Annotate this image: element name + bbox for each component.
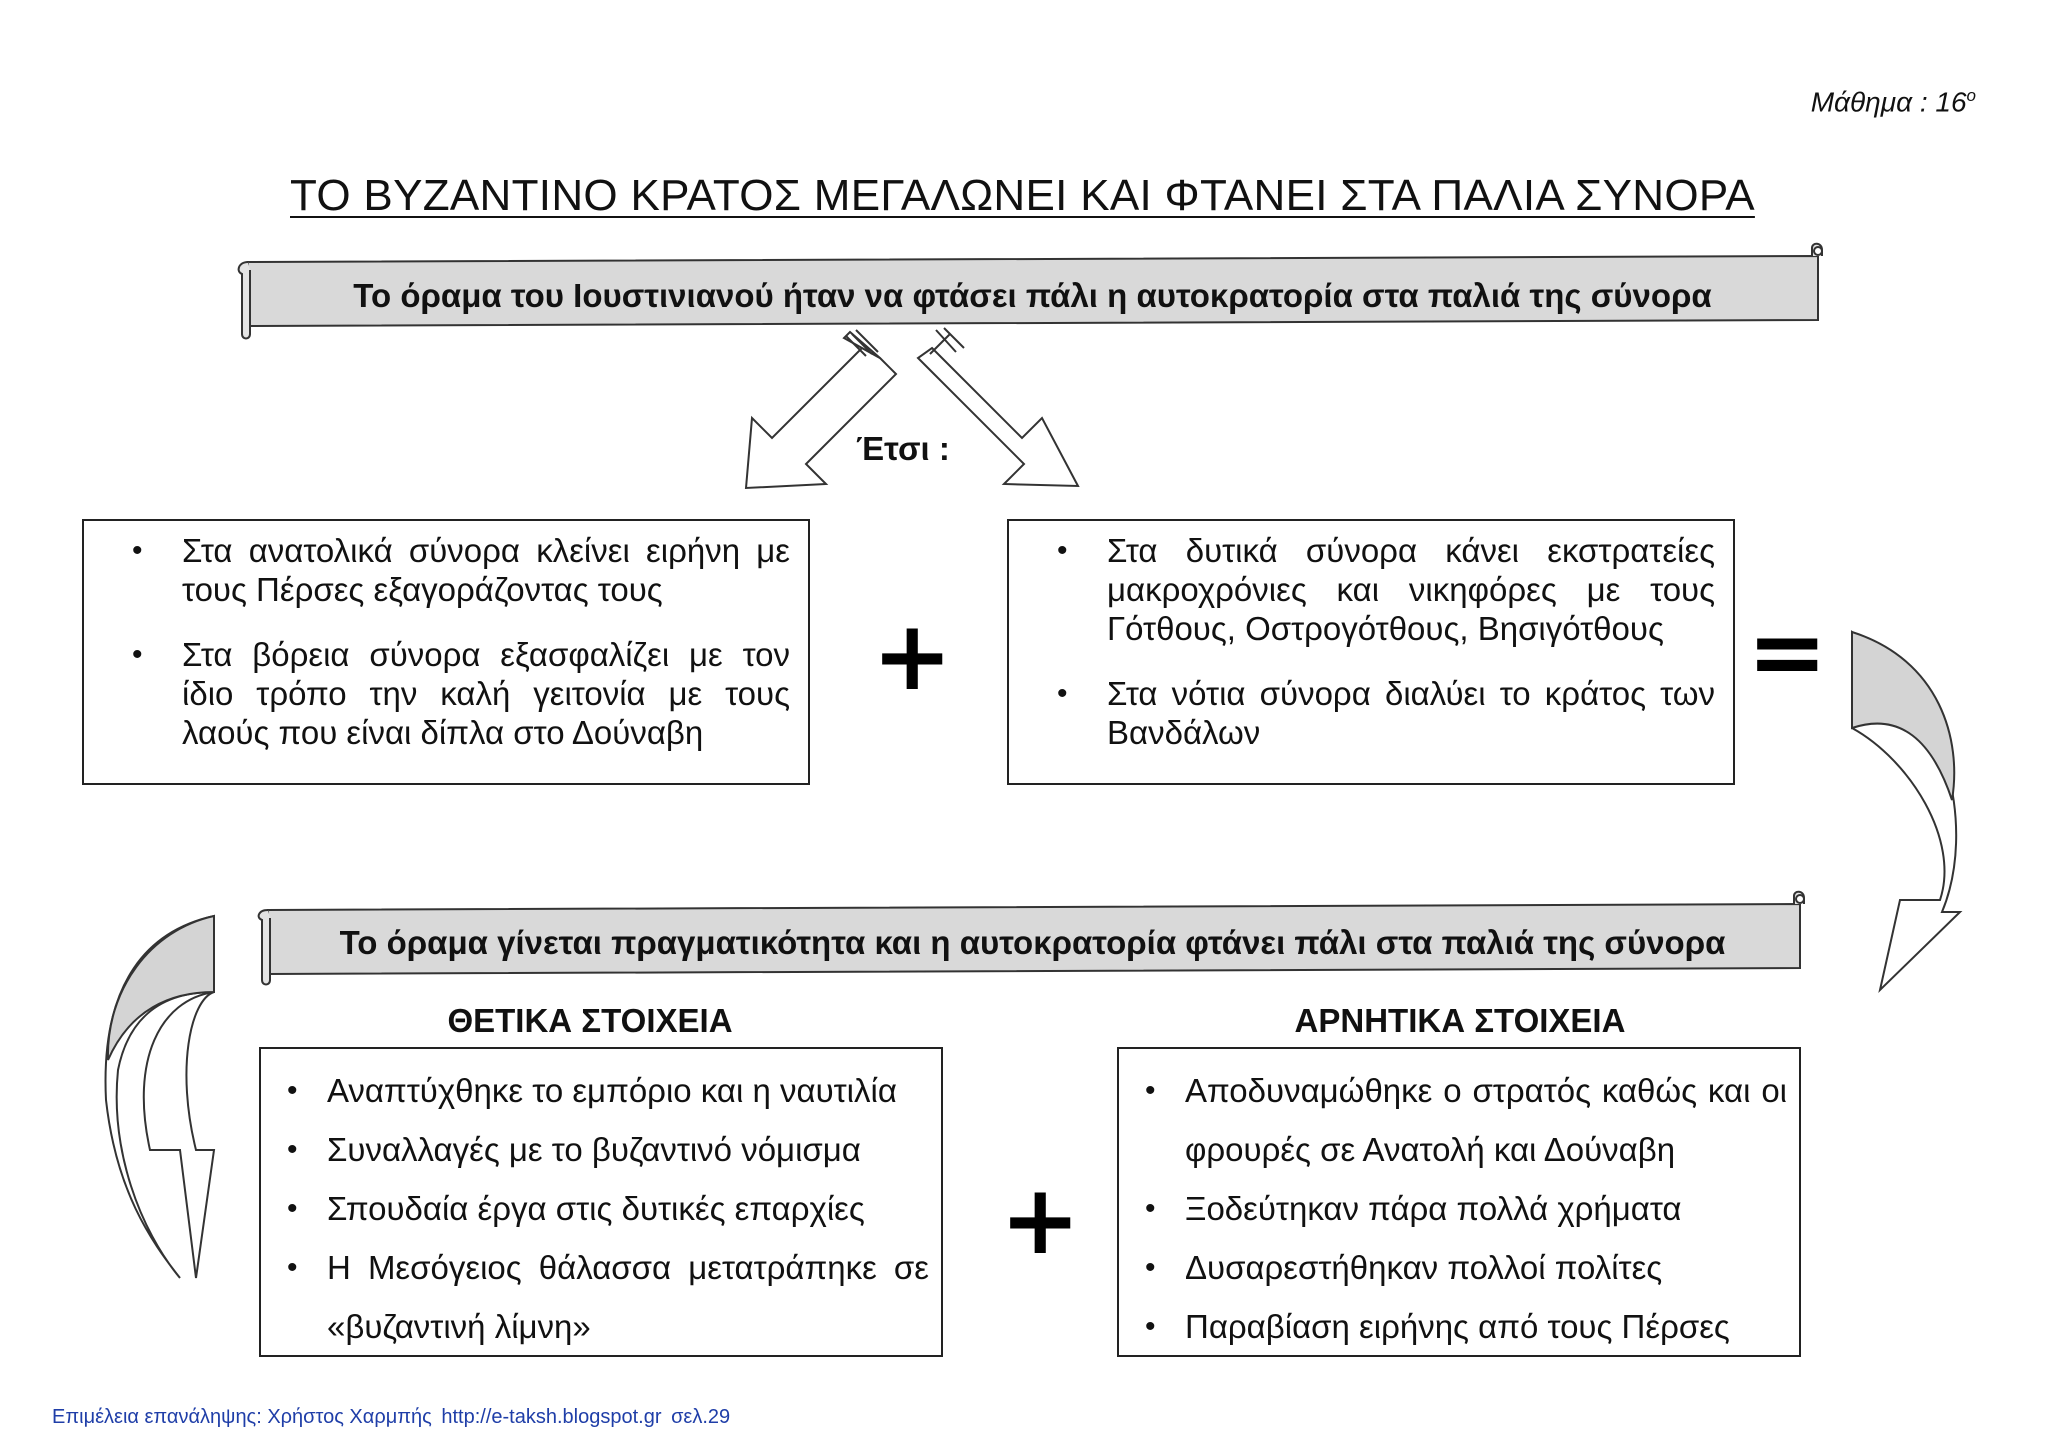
list-item: • Ξοδεύτηκαν πάρα πολλά χρήματα [1127, 1179, 1787, 1238]
list-item: • Στα ανατολικά σύνορα κλείνει ειρήνη με τους Πέρσες εξαγοράζοντας τους [132, 531, 790, 609]
left-curved-arrow-icon [106, 916, 214, 1278]
list-item: • Αποδυναμώθηκε ο στρατός καθώς και οι φρουρές σε Ανατολή και Δούναβη [1127, 1061, 1787, 1179]
plus-operator: + [872, 600, 953, 712]
list-item: • Συναλλαγές με το βυζαντινό νόμισμα [269, 1120, 929, 1179]
footer-credit [52, 1406, 734, 1429]
footer-author: Επιμέλεια επανάληψης: Χρήστος Χαρμπής [52, 1406, 432, 1428]
list-item: • Σπουδαία έργα στις δυτικές επαρχίες [269, 1179, 929, 1238]
top-scroll-text: Το όραμα του Ιουστινιανού ήταν να φτάσει πάλι η αυτοκρατορία στα παλιά της σύνορα [353, 277, 1712, 314]
negative-elements-box [1117, 1047, 1801, 1357]
footer-page: σελ.29 [671, 1406, 731, 1428]
list-item: • Η Μεσόγειος θάλασσα μετατράπηκε σε «βυζαντινή λίμνη» [269, 1238, 929, 1356]
west-south-borders-box [1007, 519, 1735, 785]
list-item: • Δυσαρεστήθηκαν πολλοί πολίτες [1127, 1238, 1787, 1297]
list-item: • Στα βόρεια σύνορα εξασφαλίζει με τον ίδιο τρόπο την καλή γειτονία με τους λαούς που είναι δίπλα στο Δούναβη [132, 635, 790, 752]
positive-elements-box [259, 1047, 943, 1357]
list-item: • Παραβίαση ειρήνης από τους Πέρσες [1127, 1297, 1787, 1356]
right-curved-arrow-icon [1852, 632, 1960, 990]
bottom-scroll-text: Το όραμα γίνεται πραγματικότητα και η αυτοκρατορία φτάνει πάλι στα παλιά της σύνορα [339, 924, 1726, 961]
etsi-label: Έτσι : [856, 430, 950, 467]
list-item: • Αναπτύχθηκε το εμπόριο και η ναυτιλία [269, 1061, 929, 1120]
east-north-borders-box [82, 519, 810, 785]
list-item: • Στα δυτικά σύνορα κάνει εκστρατείες μακροχρόνιες και νικηφόρες με τους Γότθους, Οστρογότθους, Βησιγότθους [1057, 531, 1715, 648]
list-item: • Στα νότια σύνορα διαλύει το κράτος των Βανδάλων [1057, 674, 1715, 752]
lesson-number: Μάθημα : $16^o$ [1810, 86, 1976, 118]
footer-url[interactable]: http://e-taksh.blogspot.gr [441, 1406, 662, 1428]
negative-heading: ΑΡΝΗΤΙΚΑ ΣΤΟΙΧΕΙΑ [1294, 1002, 1626, 1039]
positive-heading: ΘΕΤΙΚΑ ΣΤΟΙΧΕΙΑ [447, 1002, 733, 1039]
page-title: ΤΟ ΒΥΖΑΝΤΙΝΟ ΚΡΑΤΟΣ ΜΕΓΑΛΩΝΕΙ ΚΑΙ ΦΤΑΝΕΙ ΣΤΑ ΠΑΛΙΑ ΣΥΝΟΡΑ [290, 171, 1755, 220]
equals-operator: = [1747, 596, 1828, 708]
plus-operator: + [1000, 1164, 1081, 1276]
